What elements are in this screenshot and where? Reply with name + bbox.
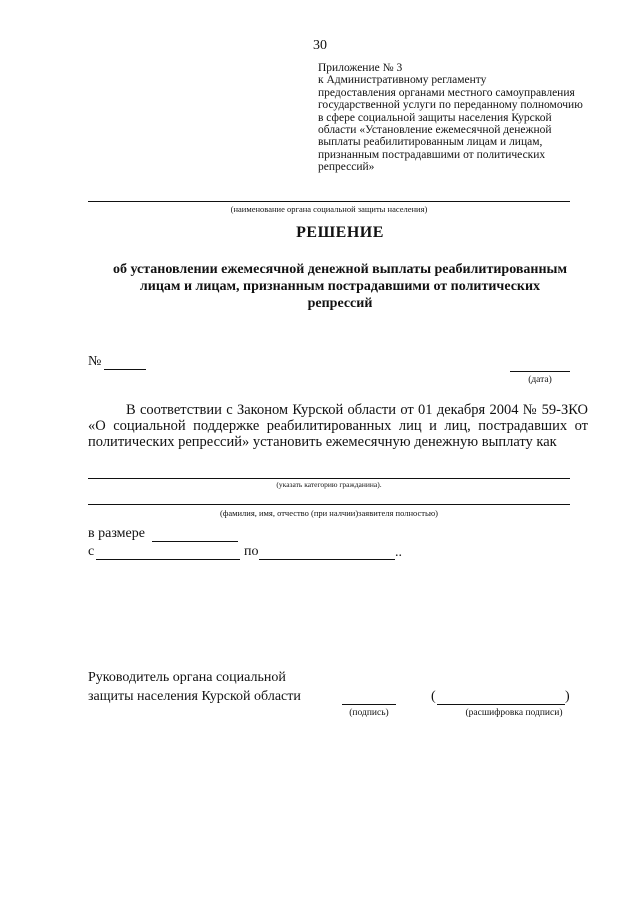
amount-line[interactable] <box>152 541 238 542</box>
category-caption: (указать категорию гражданина). <box>276 480 382 489</box>
from-date-line[interactable] <box>96 559 240 560</box>
end-dots: .. <box>395 545 402 560</box>
appendix-line: признанным пострадавшими от политических <box>318 148 546 161</box>
open-paren: ( <box>431 689 436 704</box>
signature-decoding-line[interactable] <box>437 704 565 705</box>
appendix-line: выплаты реабилитированным лицам и лицам, <box>318 136 543 149</box>
decoding-caption: (расшифровка подписи) <box>465 708 563 718</box>
appendix-line: области «Установление ежемесячной денежной <box>318 124 552 137</box>
body-paragraph <box>88 402 588 450</box>
appendix-line: Приложение № 3 <box>318 62 403 74</box>
document-subtitle <box>60 261 620 312</box>
signature-caption: (подпись) <box>349 708 389 718</box>
number-label: № <box>88 354 102 369</box>
category-line[interactable] <box>88 478 570 479</box>
close-paren: ) <box>565 689 570 704</box>
appendix-block <box>318 62 608 174</box>
amount-label: в размере <box>88 526 145 541</box>
subtitle-line: репрессий <box>307 296 373 311</box>
appendix-line: к Административному регламенту <box>318 74 487 87</box>
date-line[interactable] <box>510 371 570 372</box>
page-number: 30 <box>313 38 327 53</box>
signer-title-line2: защиты населения Курской области <box>88 689 301 704</box>
body-text: В соответствии с Законом Курской области от 01 декабря 2004 № 59-ЗКО «О социальной поддержке реабилитированных лиц и лиц, пострадавших от политических репрессий» установить ежемесячную денежную выплату как <box>88 402 588 450</box>
date-caption: (дата) <box>528 375 552 385</box>
from-label: с <box>88 544 95 559</box>
organ-name-line[interactable] <box>88 201 570 202</box>
appendix-line: государственной услуги по переданному полномочию <box>318 99 583 112</box>
signature-line[interactable] <box>342 704 396 705</box>
fio-caption: (фамилия, имя, отчество (при налчии)заявителя полностью) <box>220 508 438 518</box>
subtitle-line: лицам и лицам, признанным пострадавшими от политических <box>139 279 541 294</box>
to-date-line[interactable] <box>259 559 395 560</box>
fio-line[interactable] <box>88 504 570 505</box>
organ-caption: (наименование органа социальной защиты населения) <box>230 204 428 214</box>
appendix-line: репрессий» <box>318 161 375 174</box>
to-label: по <box>244 544 259 559</box>
number-line[interactable] <box>104 369 146 370</box>
document-title: РЕШЕНИЕ <box>296 224 384 241</box>
appendix-line: предоставления органами местного самоуправления <box>318 86 575 99</box>
signer-title-line1: Руководитель органа социальной <box>88 670 286 685</box>
subtitle-line: об установлении ежемесячной денежной выплаты реабилитированным <box>112 262 568 277</box>
appendix-line: в сфере социальной защиты населения Курской <box>318 111 552 124</box>
